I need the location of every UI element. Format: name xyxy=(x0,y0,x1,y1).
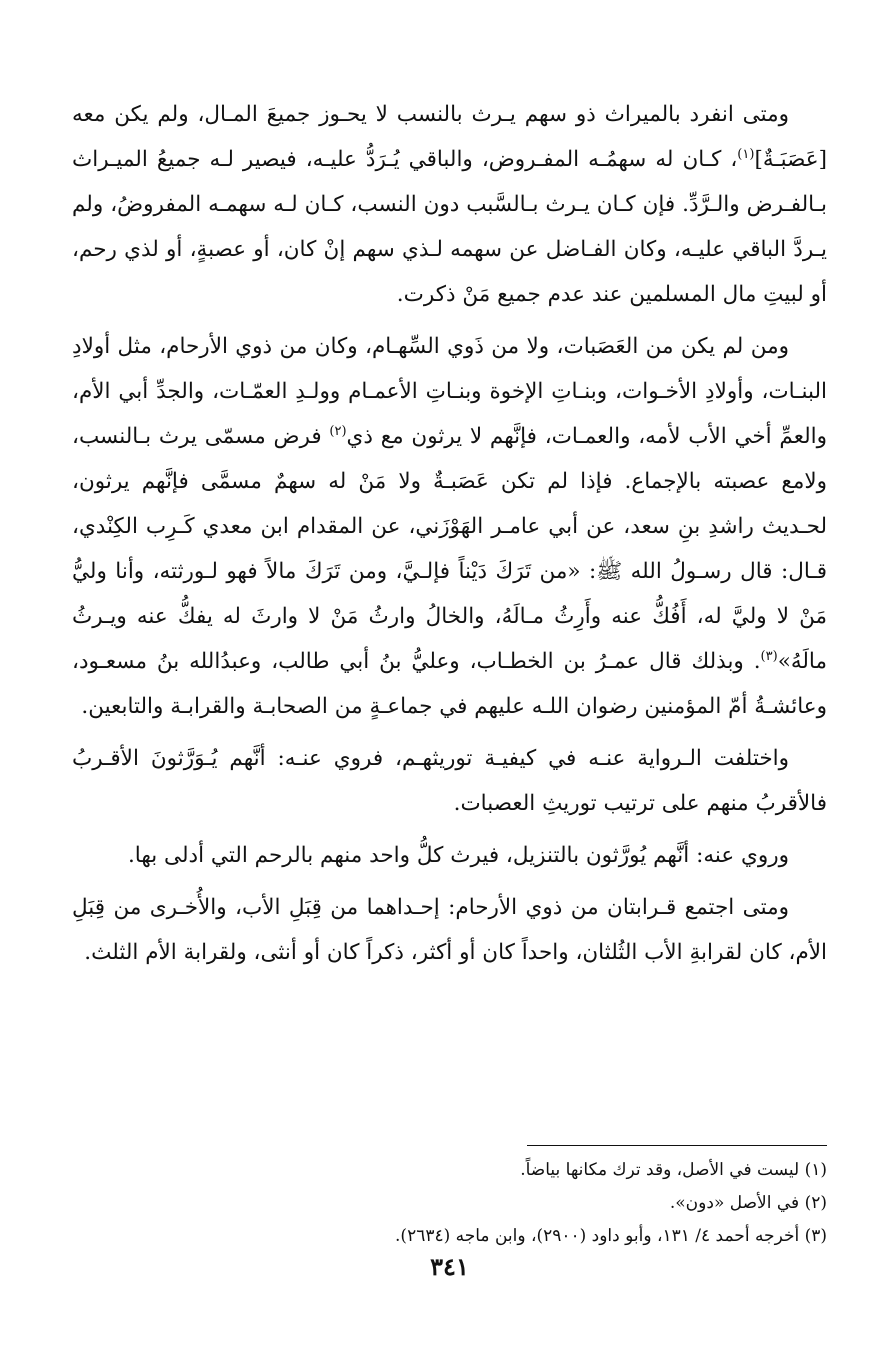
footnote-marker-2: (٢) xyxy=(329,423,347,439)
main-text xyxy=(72,92,827,975)
paragraph-5 xyxy=(72,885,827,975)
footnote-separator xyxy=(527,1145,827,1146)
paragraph-1 xyxy=(72,92,827,317)
paragraph-2-text-c: . وبذلك قال عمـرُ بن الخطـاب، وعليُّ بنُ أبي طالب، وعبدُالله بنُ مسعـود، وعائشـةُ أمّ المؤمنين رضوان اللـه عليهم في جماعـةٍ من الصحابـة والقرابـة والتابعين. xyxy=(72,649,827,719)
paragraph-1-text-b: ، كـان له سهمُـه المفـروض، والباقي يُـرَدُّ عليـه، فيصير لـه جميعُ الميـراث بـالفـرض والـرَّدِّ. فإن كـان يـرث بـالسَّبب دون النسب، كـان لـه سهمـه المفروضُ، ولم يـردَّ الباقي عليـه، وكان الفـاضل عن سهمه لـذي سهم إنْ كان، أو عصبةٍ، أو لذي رحم، أو لبيتِ مال المسلمين عند عدم جميع مَنْ ذكرت. xyxy=(72,147,827,307)
paragraph-3-text: واختلفت الـرواية عنـه في كيفيـة توريثهـم، فروي عنـه: أنَّهم يُـوَرَّثونَ الأقـربُ فالأقربُ منهم على ترتيب توريثِ العصبات. xyxy=(72,746,827,816)
paragraph-4 xyxy=(72,833,827,878)
paragraph-2-text-a: ومن لم يكن من العَصَبات، ولا من ذَوي السِّهـام، وكان من ذوي الأرحام، مثل أولادِ البنـات، وأولادِ الأخـوات، وبنـاتِ الإخوة وبنـاتِ الأعمـام وولـدِ العمّـات، والجدِّ أبي الأم، والعمِّ أخي الأب لأمه، والعمـات، فإنَّهم لا يرثون مع ذي xyxy=(72,334,827,449)
book-page xyxy=(72,92,827,1369)
footnote-marker-1: (١) xyxy=(737,146,755,162)
paragraph-4-text: وروي عنه: أنَّهم يُورَّثون بالتنزيل، فيرث كلُّ واحد منهم بالرحم التي أدلى بها. xyxy=(127,843,789,868)
page-number: ٣٤١ xyxy=(430,1252,469,1281)
paragraph-2 xyxy=(72,324,827,729)
footnote-2: (٢) في الأصل «دون». xyxy=(669,1193,827,1213)
paragraph-1-text-a: ومتى انفرد بالميراث ذو سهم يـرث بالنسب لا يحـوز جميعَ المـال، ولم يكن معه [عَصَبَـةٌ] xyxy=(72,102,827,172)
paragraph-2-text-b: فرض مسمّى يرث بـالنسب، ولامع عصبته بالإجماع. فإذا لم تكن عَصَبـةٌ ولا مَنْ له سهمٌ مسمَّى فإنَّهم يرثون، لحـديث راشدِ بنِ سعد، عن أبي عامـر الهَوْزَني، عن المقدام ابن معدي كَـرِب الكِنْدي، قـال: قال رسـولُ الله ﷺ: «من تَرَكَ دَيْناً فإلـيَّ، ومن تَرَكَ مالاً فهو لـورثته، وأنا وليُّ مَنْ لا وليَّ له، أَفُكُّ عنه وأَرِثُ مـالَهُ، والخالُ وارثُ مَنْ لا وارثَ له يفكُّ عنه ويـرثُ مالَهُ» xyxy=(72,424,827,674)
footnotes xyxy=(72,1154,827,1253)
footnote-3: (٣) أخرجه أحمد ٤/ ١٣١، وأبو داود (٢٩٠٠)، وابن ماجه (٢٦٣٤). xyxy=(395,1226,827,1246)
paragraph-3 xyxy=(72,736,827,826)
paragraph-5-text: ومتى اجتمع قـرابتان من ذوي الأرحام: إحـداهما من قِبَلِ الأب، والأُخـرى من قِبَلِ الأم، كان لقرابةِ الأب الثُلثان، واحداً كان أو أكثر، ذكراً كان أو أنثى، ولقرابة الأم الثلث. xyxy=(72,895,827,965)
footnote-marker-3: (٣) xyxy=(760,648,778,664)
footnote-1: (١) ليست في الأصل، وقد ترك مكانها بياضاً. xyxy=(520,1160,827,1180)
